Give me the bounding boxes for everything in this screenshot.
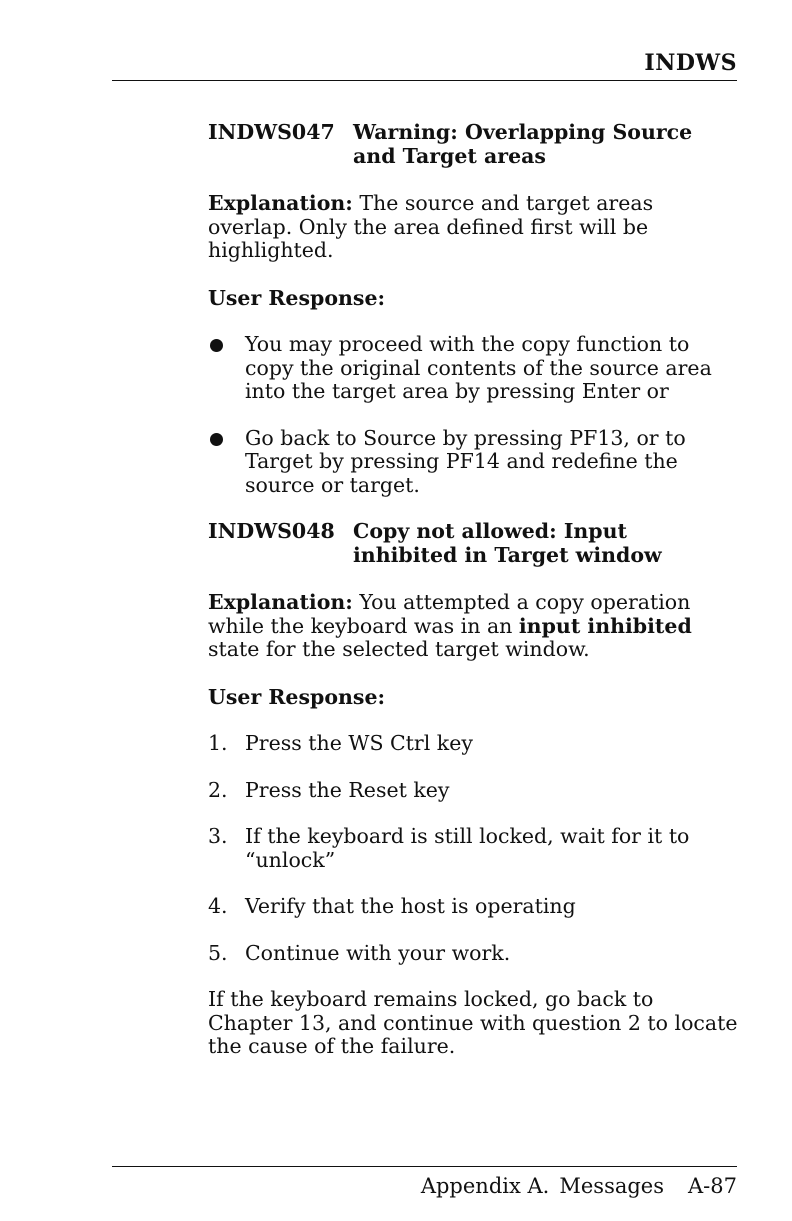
explanation-label: Explanation: [208, 191, 353, 215]
message-code: INDWS047 [208, 120, 335, 144]
step-number: 1. [208, 731, 228, 755]
message-heading [208, 520, 738, 567]
message-title: Warning: Overlapping Source and Target areas [353, 120, 693, 168]
response-bullets [208, 333, 738, 497]
explanation-label: Explanation: [208, 590, 353, 614]
step-number: 5. [208, 940, 228, 965]
message-heading [208, 121, 738, 168]
user-response-label: User Response: [208, 684, 386, 709]
emphasis: input inhibited [518, 613, 692, 638]
message-indws048 [208, 520, 738, 1059]
user-response-label: User Response: [208, 285, 386, 310]
closing-paragraph: If the keyboard remains locked, go back to Chapter 13, and continue with question 2 to locate the cause of the failure. [208, 987, 738, 1058]
list-item: 1. Press the WS Ctrl key [208, 731, 473, 755]
step-number: 3. [208, 824, 228, 848]
footer-section: Messages [559, 1174, 665, 1198]
list-item: Go back to Source by pressing PF13, or to Target by pressing PF14 and redefine the source or target. [208, 427, 738, 498]
message-title: Copy not allowed: Input inhibited in Target window [353, 519, 662, 567]
list-item: 5. Continue with your work. [208, 940, 511, 965]
step-number: 2. [208, 777, 228, 802]
page-number: A-87 [688, 1174, 737, 1198]
footer-appendix: Appendix A. [420, 1174, 550, 1198]
explanation: Explanation: You attempted a copy operation while the keyboard was in an input inhibited state for the selected target window. [208, 590, 692, 661]
bullet-icon [210, 433, 223, 446]
header-rule [112, 80, 737, 81]
page-body [208, 121, 738, 1059]
explanation-text: The source and target areas overlap. Only the area defined first will be highlighted. [208, 191, 654, 262]
footer-rule [112, 1166, 737, 1167]
list-item: 3. If the keyboard is still locked, wait for it to “unlock” [208, 824, 690, 872]
message-indws047 [208, 121, 738, 497]
step-number: 4. [208, 894, 228, 918]
explanation [208, 192, 738, 263]
bullet-icon [210, 339, 223, 352]
list-item: 4. Verify that the host is operating [208, 894, 576, 918]
list-item: 2. Press the Reset key [208, 777, 450, 802]
response-steps [208, 732, 738, 965]
page-footer [421, 1174, 737, 1198]
message-code: INDWS048 [208, 519, 335, 543]
list-item: You may proceed with the copy function to copy the original contents of the source area into the target area by pressing Enter or [208, 333, 738, 404]
running-header: INDWS [644, 50, 737, 76]
